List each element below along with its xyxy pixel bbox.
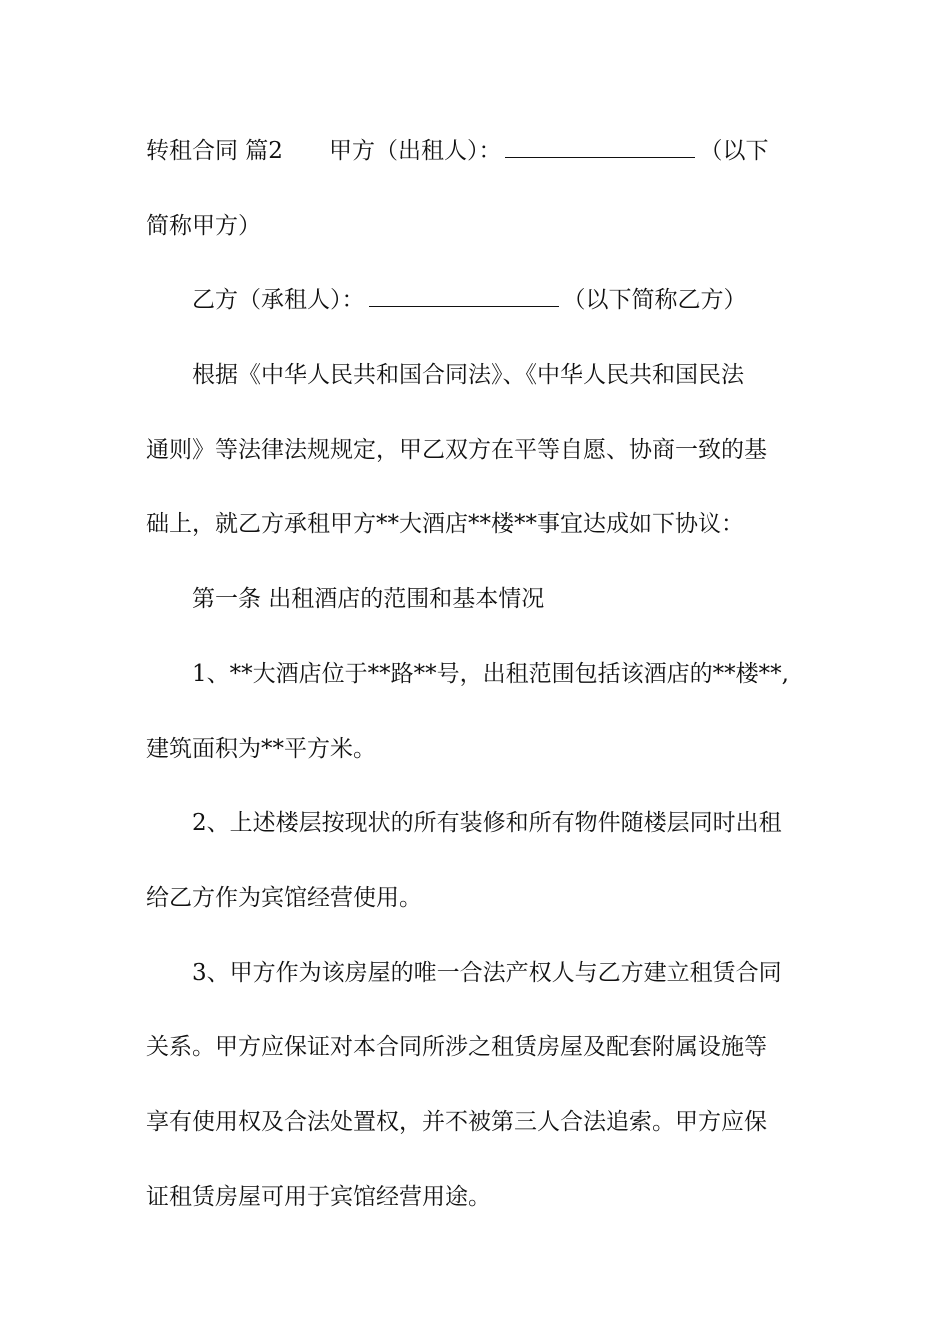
article-1-heading: 第一条 出租酒店的范围和基本情况 (192, 586, 545, 613)
party-a-blank (505, 131, 695, 158)
item-1-line-1: 1、**大酒店位于**路**号，出租范围包括该酒店的**楼**, (192, 660, 789, 687)
contract-body (146, 126, 811, 1246)
item-3-line-4: 证租赁房屋可用于宾馆经营用途。 (146, 1183, 491, 1210)
item-3-line-2: 关系。甲方应保证对本合同所涉之租赁房屋及配套附属设施等 (146, 1034, 767, 1061)
party-b-suffix: （以下简称乙方） (562, 287, 747, 314)
item-2-line-2: 给乙方作为宾馆经营使用。 (146, 884, 422, 911)
basis-line-2: 通则》等法律法规规定，甲乙双方在平等自愿、协商一致的基 (146, 436, 767, 463)
basis-line-3: 础上，就乙方承租甲方**大酒店**楼**事宜达成如下协议： (146, 511, 744, 538)
party-b-line (146, 275, 811, 350)
party-a-suffix-line: 简称甲方） (146, 212, 261, 239)
party-b-label: 乙方（承租人）： (192, 287, 365, 314)
item-2-line-1: 2、上述楼层按现状的所有装修和所有物件随楼层同时出租 (192, 810, 782, 837)
party-a-suffix: （以下 (699, 138, 769, 164)
item-3-line-1: 3、甲方作为该房屋的唯一合法产权人与乙方建立租赁合同 (192, 959, 782, 986)
item-3-line-3: 享有使用权及合法处置权，并不被第三人合法追索。甲方应保 (146, 1108, 767, 1135)
party-b-blank (369, 280, 559, 307)
item-1-line-2: 建筑面积为**平方米。 (146, 735, 376, 762)
document-title: 转租合同 篇2 (146, 138, 283, 164)
title-line (146, 126, 811, 201)
basis-line-1: 根据《中华人民共和国合同法》、《中华人民共和国民法 (192, 362, 744, 389)
party-a-label: 甲方（出租人）： (328, 138, 502, 164)
